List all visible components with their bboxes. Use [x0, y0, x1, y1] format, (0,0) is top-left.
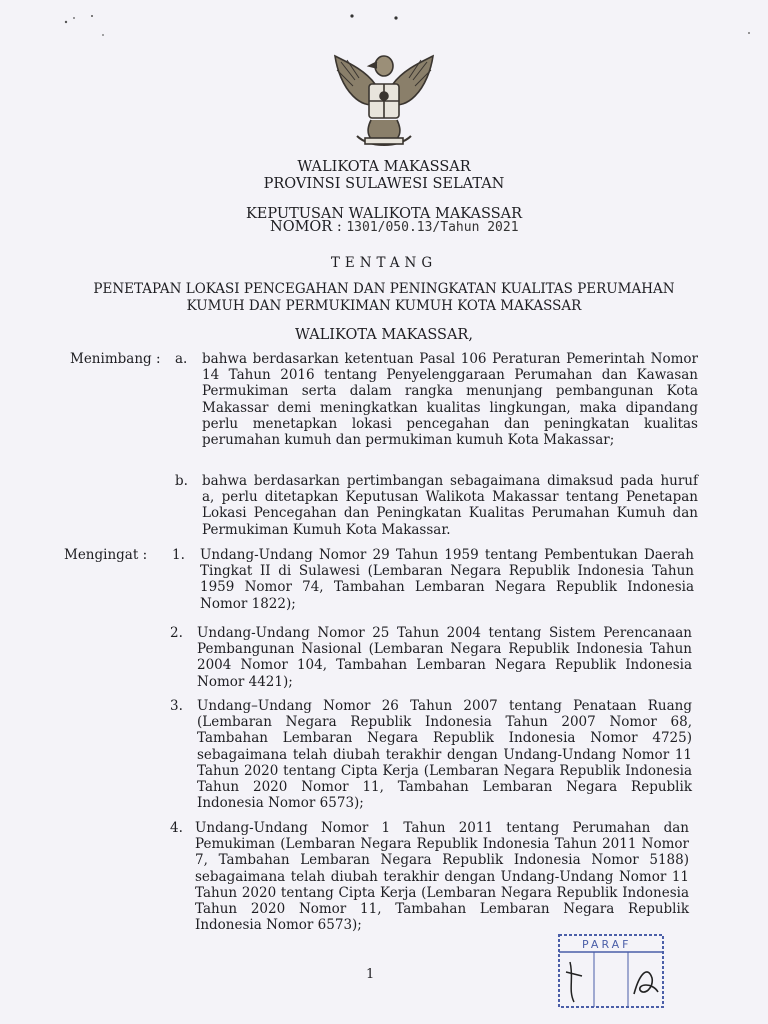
decree-title: KEPUTUSAN WALIKOTA MAKASSAR: [245, 206, 523, 222]
title-line-2: KUMUH DAN PERMUKIMAN KUMUH KOTA MAKASSAR: [186, 298, 582, 314]
page-number: 1: [366, 967, 375, 982]
mengingat-marker-4: 4.: [170, 820, 183, 836]
mengingat-item-1: Undang-Undang Nomor 29 Tahun 1959 tentang Pembentukan Daerah Tingkat II di Sulawesi (Lembaran Negara Republik Indonesia Tahun 1959 Nomor 74, Tambahan Lembaran Negara Republik Indonesia Nomor 1822);: [200, 547, 694, 612]
nomor-separator: :: [336, 219, 342, 235]
mengingat-item-3: Undang–Undang Nomor 26 Tahun 2007 tentang Penataan Ruang (Lembaran Negara Republik Indonesia Tahun 2007 Nomor 68, Tambahan Lembaran Negara Republik Indonesia Nomor 4725) sebagaimana telah diubah terakhir dengan Undang-Undang Nomor 11 Tahun 2020 tentang Cipta Kerja (Lembaran Negara Republik Indonesia Tahun 2020 Nomor 11, Tambahan Lembaran Negara Republik Indonesia Nomor 6573);: [197, 698, 692, 812]
nomor-value: 1301/050.13/Tahun 2021: [346, 220, 519, 235]
mengingat-marker-2: 2.: [170, 625, 183, 641]
menimbang-label: Menimbang :: [70, 351, 161, 367]
mengingat-item-2: Undang-Undang Nomor 25 Tahun 2004 tentang Sistem Perencanaan Pembangunan Nasional (Lembaran Negara Republik Indonesia Tahun 2004 Nomor 104, Tambahan Lembaran Negara Republik Indonesia Nomor 4421);: [197, 625, 692, 690]
mengingat-marker-1: 1.: [172, 547, 185, 563]
stamp-label: PARAF: [582, 938, 632, 951]
title-line-1: PENETAPAN LOKASI PENCEGAHAN DAN PENINGKATAN KUALITAS PERUMAHAN: [93, 281, 675, 297]
authority-line: WALIKOTA MAKASSAR,: [295, 327, 473, 343]
tentang-heading: TENTANG: [330, 255, 438, 271]
menimbang-item-b: bahwa berdasarkan pertimbangan sebagaimana dimaksud pada huruf a, perlu ditetapkan Keputusan Walikota Makassar tentang Penetapan Lokasi Pencegahan dan Peningkatan Kualitas Perumahan Kumuh dan Permukiman Kumuh Kota Makassar.: [202, 473, 698, 538]
mengingat-marker-3: 3.: [170, 698, 183, 714]
mengingat-label: Mengingat :: [64, 547, 148, 563]
mengingat-item-4: Undang-Undang Nomor 1 Tahun 2011 tentang Perumahan dan Pemukiman (Lembaran Negara Republik Indonesia Tahun 2011 Nomor 7, Tambahan Lembaran Negara Republik Indonesia Nomor 5188) sebagaimana telah diubah terakhir dengan Undang-Undang Nomor 11 Tahun 2020 tentang Cipta Kerja (Lembaran Negara Republik Indonesia Tahun 2020 Nomor 11, Tambahan Lembaran Negara Republik Indonesia Nomor 6573);: [195, 820, 689, 934]
nomor-label: NOMOR: [270, 219, 333, 235]
header-line-1: WALIKOTA MAKASSAR: [297, 159, 471, 175]
decree-number: [270, 219, 519, 235]
paraf-stamp: [556, 932, 668, 1010]
menimbang-item-a: bahwa berdasarkan ketentuan Pasal 106 Peraturan Pemerintah Nomor 14 Tahun 2016 tentang Penyelenggaraan Perumahan dan Kawasan Permukiman serta dalam rangka menunjang pembangunan Kota Makassar demi meningkatkan kualitas lingkungan, maka dipandang perlu menetapkan lokasi pencegahan dan peningkatan kualitas perumahan kumuh dan permukiman kumuh Kota Makassar;: [202, 351, 698, 449]
menimbang-marker-b: b.: [175, 473, 188, 489]
header-line-2: PROVINSI SULAWESI SELATAN: [263, 176, 505, 192]
signature-1: [566, 962, 582, 1002]
garuda-emblem-icon: [325, 40, 443, 156]
signature-2: [634, 972, 658, 994]
menimbang-marker-a: a.: [175, 351, 188, 367]
